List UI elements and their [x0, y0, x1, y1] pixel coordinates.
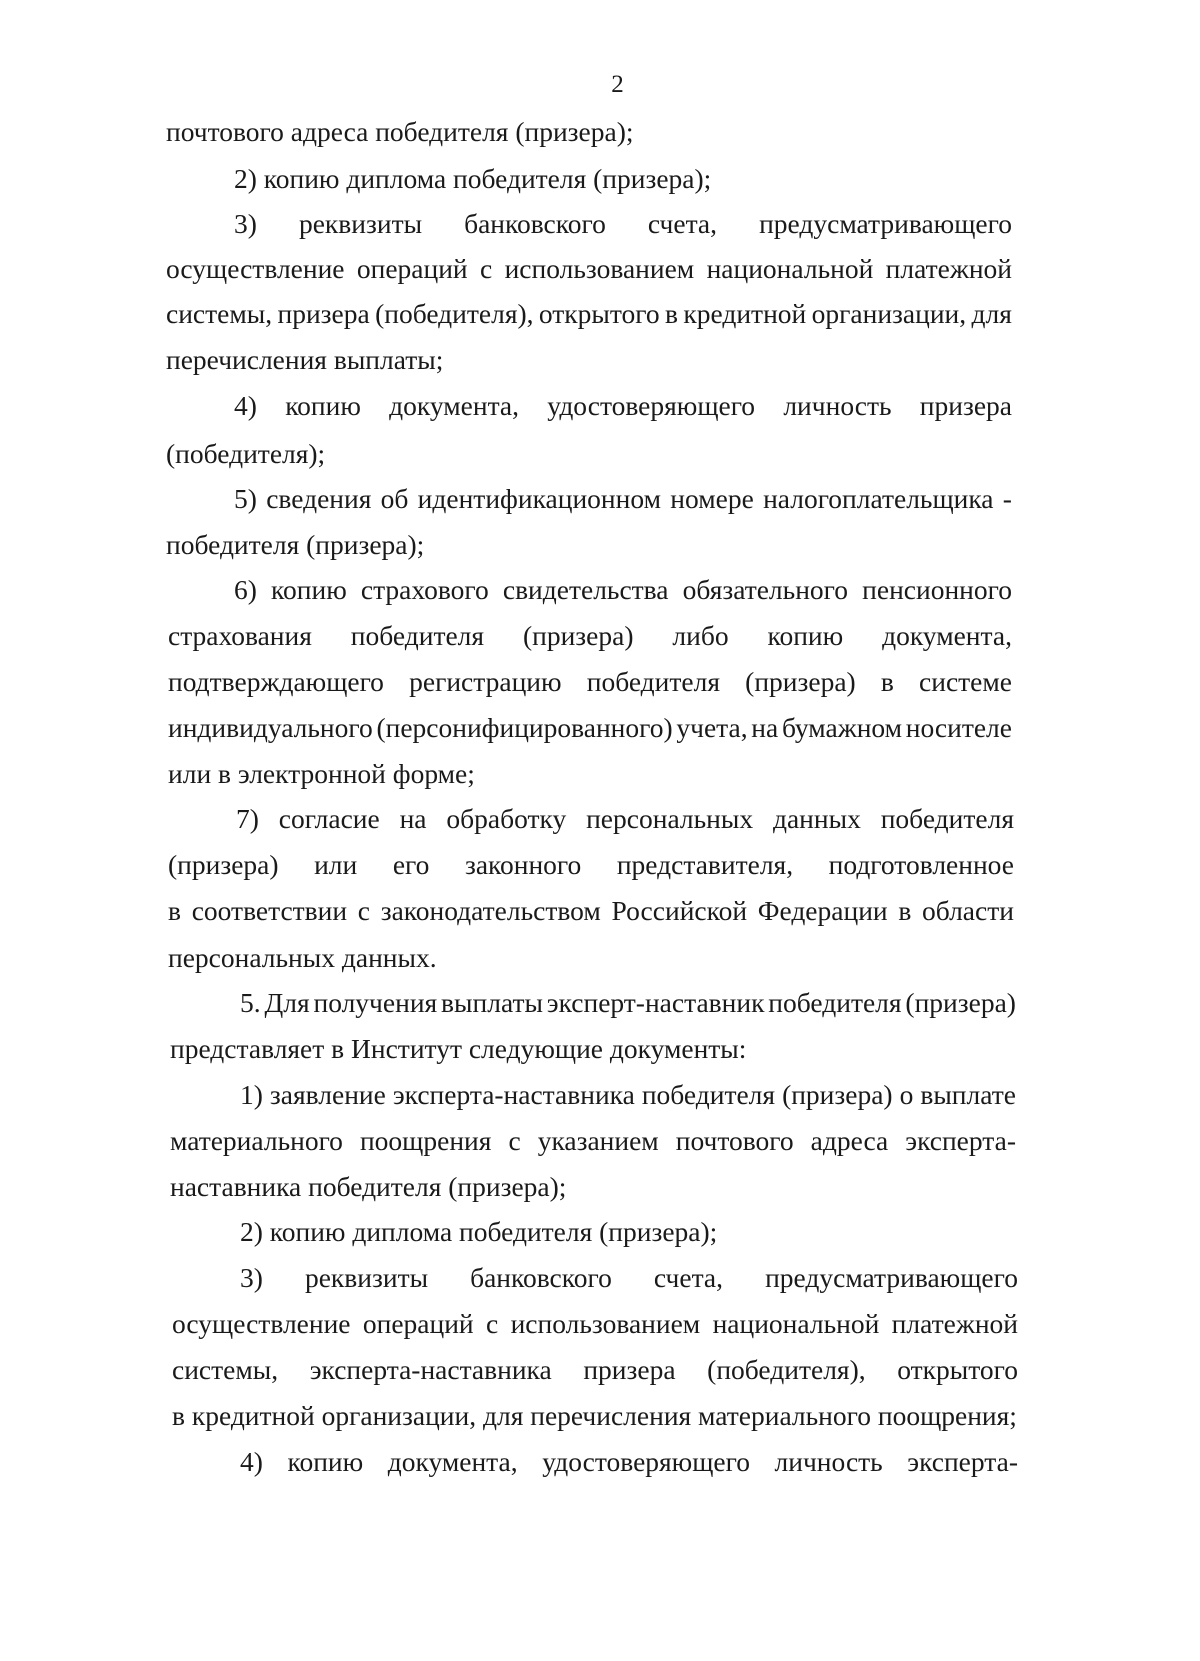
word: 3) — [240, 1262, 263, 1293]
text-line — [240, 1078, 1016, 1112]
text-line — [172, 1307, 1018, 1341]
word: согласие — [278, 803, 380, 834]
text-line — [240, 986, 1016, 1020]
word: победителя — [586, 666, 720, 697]
word: документа, — [387, 1446, 518, 1477]
word: операций — [362, 1308, 474, 1339]
word: носителе — [905, 712, 1012, 743]
word: призера — [583, 1354, 676, 1385]
text-line — [240, 1445, 1018, 1479]
word: персональных — [586, 803, 754, 834]
word: индивидуального — [168, 712, 373, 743]
word: законного — [464, 849, 582, 880]
text-line: перечисления выплаты; — [166, 344, 444, 375]
text-line — [166, 297, 1012, 331]
word: удостоверяющего — [547, 390, 756, 421]
word: страхового — [360, 574, 489, 605]
word: бумажном — [781, 712, 903, 743]
word: материального — [170, 1125, 343, 1156]
word: получения — [313, 987, 438, 1018]
word: или — [314, 849, 358, 880]
word: соответствии — [191, 895, 348, 926]
word: Российской — [611, 895, 748, 926]
word: 5) — [234, 483, 257, 514]
word: победителя — [641, 1079, 776, 1110]
word: с — [357, 895, 371, 926]
word: системы, — [172, 1354, 279, 1385]
text-line — [236, 802, 1014, 836]
word: законодательством — [380, 895, 601, 926]
word: банковского — [464, 208, 606, 239]
word: налогоплательщика — [763, 483, 994, 514]
word: Федерации — [757, 895, 888, 926]
word: регистрацию — [409, 666, 562, 697]
word: 6) — [234, 574, 257, 605]
word: 1) — [240, 1079, 263, 1110]
text-line: наставника победителя (призера); — [170, 1171, 567, 1202]
text-line: 2) копию диплома победителя (призера); — [240, 1216, 718, 1247]
word: кредитной — [683, 298, 807, 329]
word: счета, — [647, 208, 718, 239]
text-line — [234, 207, 1012, 241]
text-line — [234, 573, 1012, 607]
word: подготовленное — [828, 849, 1014, 880]
word: пенсионного — [862, 574, 1012, 605]
text-line: почтового адреса победителя (призера); — [166, 116, 634, 147]
word: сведения — [266, 483, 372, 514]
word: в — [898, 895, 912, 926]
page-number: 2 — [611, 71, 624, 98]
word: (призера) — [905, 987, 1016, 1018]
word: копию — [287, 1446, 364, 1477]
word: либо — [672, 620, 729, 651]
word: системе — [919, 666, 1012, 697]
text-line — [168, 848, 1014, 882]
text-line — [168, 711, 1012, 745]
word: на — [399, 803, 427, 834]
word: реквизиты — [298, 208, 423, 239]
word: копию — [271, 574, 347, 605]
word: использованием — [510, 1308, 701, 1339]
text-line: представляет в Институт следующие документы: — [170, 1033, 747, 1064]
text-line: 2) копию диплома победителя (призера); — [234, 163, 712, 194]
word: с — [508, 1125, 521, 1156]
word: эксперт-наставник — [546, 987, 765, 1018]
word: номере — [670, 483, 754, 514]
word: Для — [264, 987, 310, 1018]
text-line — [168, 619, 1012, 653]
word: 5. — [240, 987, 261, 1018]
word: его — [392, 849, 430, 880]
word: (победителя), — [707, 1354, 866, 1385]
word: для — [971, 298, 1012, 329]
word: 4) — [240, 1446, 263, 1477]
word: в — [168, 895, 181, 926]
word: (призера) — [745, 666, 856, 697]
word: о — [899, 1079, 914, 1110]
word: реквизиты — [304, 1262, 429, 1293]
word: обработку — [446, 803, 567, 834]
text-line — [168, 894, 1014, 928]
word: счета, — [653, 1262, 724, 1293]
word: - — [1002, 483, 1012, 514]
word: области — [922, 895, 1014, 926]
word: в — [880, 666, 894, 697]
word: в — [665, 298, 679, 329]
word: личность — [783, 390, 892, 421]
word: использованием — [504, 253, 695, 284]
word: организации, — [811, 298, 967, 329]
word: копию — [285, 390, 361, 421]
word: банковского — [470, 1262, 612, 1293]
word: эксперта- — [907, 1446, 1018, 1477]
text-line: (победителя); — [166, 438, 326, 469]
word: документа, — [882, 620, 1012, 651]
word: открытого — [538, 298, 660, 329]
word: копию — [767, 620, 844, 651]
word: (призера) — [522, 620, 634, 651]
word: свидетельства — [502, 574, 669, 605]
text-line: персональных данных. — [168, 942, 437, 973]
word: (призера) — [168, 849, 279, 880]
word: эксперта- — [905, 1125, 1016, 1156]
word: указанием — [537, 1125, 659, 1156]
word: эксперта-наставника — [392, 1079, 635, 1110]
word: 4) — [234, 390, 257, 421]
word: подтверждающего — [168, 666, 384, 697]
word: предусматривающего — [759, 208, 1012, 239]
word: данных — [772, 803, 861, 834]
word: документа, — [389, 390, 520, 421]
word: осуществление — [172, 1308, 351, 1339]
word: представителя, — [616, 849, 794, 880]
word: победителя — [350, 620, 485, 651]
word: (персонифицированного) — [376, 712, 673, 743]
word: операций — [356, 253, 468, 284]
word: 7) — [236, 803, 259, 834]
word: страхования — [168, 620, 312, 651]
word: почтового — [675, 1125, 794, 1156]
word: победителя — [768, 987, 902, 1018]
text-line — [234, 389, 1012, 423]
word: осуществление — [166, 253, 345, 284]
text-line — [234, 482, 1012, 516]
text-line: в кредитной организации, для перечисления материального поощрения; — [172, 1400, 1017, 1431]
word: (призера) — [782, 1079, 893, 1110]
word: поощрения — [359, 1125, 492, 1156]
word: идентификационном — [417, 483, 661, 514]
text-line — [168, 665, 1012, 699]
word: национальной — [706, 253, 874, 284]
word: системы, — [166, 298, 273, 329]
text-line: или в электронной форме; — [168, 758, 475, 789]
word: призера — [919, 390, 1012, 421]
word: предусматривающего — [765, 1262, 1018, 1293]
word: эксперта-наставника — [309, 1354, 552, 1385]
word: адреса — [810, 1125, 889, 1156]
word: обязательного — [682, 574, 849, 605]
word: с — [480, 253, 493, 284]
word: призера — [277, 298, 370, 329]
word: личность — [774, 1446, 883, 1477]
word: удостоверяющего — [542, 1446, 750, 1477]
text-line — [240, 1261, 1018, 1295]
word: платежной — [885, 253, 1012, 284]
text-line — [166, 252, 1012, 286]
word: на — [751, 712, 779, 743]
word: учета, — [676, 712, 748, 743]
text-line: победителя (призера); — [166, 529, 425, 560]
text-line — [170, 1124, 1016, 1158]
text-line — [172, 1353, 1018, 1387]
word: открытого — [897, 1354, 1018, 1385]
word: выплаты — [441, 987, 543, 1018]
word: об — [380, 483, 409, 514]
word: (победителя), — [375, 298, 534, 329]
word: 3) — [234, 208, 257, 239]
word: победителя — [880, 803, 1014, 834]
word: национальной — [712, 1308, 880, 1339]
word: заявление — [269, 1079, 386, 1110]
word: с — [486, 1308, 499, 1339]
word: платежной — [891, 1308, 1018, 1339]
word: выплате — [920, 1079, 1016, 1110]
